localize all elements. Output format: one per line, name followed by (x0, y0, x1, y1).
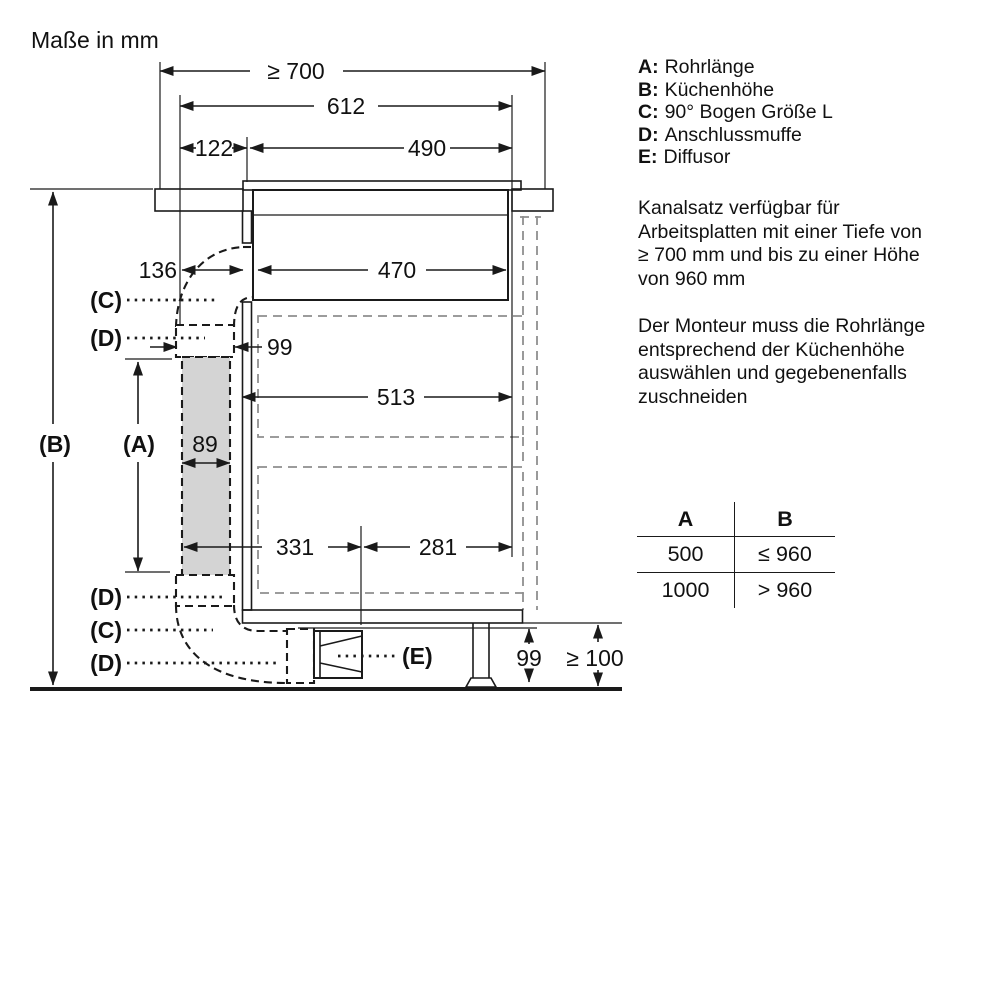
table-header-row (637, 502, 835, 537)
legend-key-d: D: (638, 123, 659, 146)
legend-key-c: C: (638, 101, 659, 123)
dim-513-label: 513 (376, 384, 416, 410)
page-title: Maße in mm (31, 27, 159, 53)
hob-body (253, 190, 508, 300)
note2-line2: entsprechend der Küchenhöhe (638, 338, 905, 361)
callout-a-label: (A) (123, 431, 155, 457)
cabinet-upper-dashed-box (258, 316, 523, 437)
callout-d-mid-label: (D) (90, 584, 122, 610)
dim-490-label: 490 (407, 135, 447, 161)
dim-depth-label: ≥ 700 (267, 58, 325, 84)
legend-key-a: A: (638, 56, 659, 78)
dimension-lines (39, 58, 624, 686)
callout-c-top-label: (C) (90, 287, 122, 313)
legend (638, 56, 833, 169)
cabinet-panel-lower (243, 302, 252, 610)
legend-item-c (638, 101, 833, 124)
legend-item-e (638, 146, 833, 169)
legend-item-b (638, 79, 833, 102)
bottom-bend-outer-curve (176, 605, 287, 683)
table-header-b: B (735, 502, 836, 537)
note1-line2: Arbeitsplatten mit einer Tiefe von (638, 220, 922, 243)
legend-key-e: E: (638, 146, 658, 168)
cabinet-panel-upper (243, 211, 252, 243)
table-cell-a1: 500 (637, 537, 735, 573)
legend-label-a: Rohrlänge (664, 56, 755, 78)
cabinet-lower-dashed-box (258, 467, 523, 593)
worktop-right-section (512, 189, 553, 211)
callout-e-label: (E) (402, 643, 433, 669)
dim-612-label: 612 (326, 93, 366, 119)
worktop-left-section (155, 189, 243, 211)
connector-sleeve-bottom (176, 575, 234, 606)
dim-331-label: 331 (275, 534, 315, 560)
dim-281-label: 281 (418, 534, 458, 560)
cabinet-bottom-panel (243, 610, 523, 623)
connector-sleeve-top (176, 325, 234, 357)
legend-label-c: 90° Bogen Größe L (664, 101, 833, 123)
pipe-length-table (637, 502, 835, 608)
duct-pipe (182, 357, 230, 575)
cabinet-leg (473, 623, 489, 678)
legend-key-b: B: (638, 78, 659, 101)
diffusor (314, 631, 362, 678)
note1-line4: von 960 mm (638, 267, 746, 290)
table-row-2 (637, 573, 835, 609)
table-cell-b2: > 960 (757, 578, 813, 602)
furniture-structure (30, 181, 622, 689)
dim-136-label: 136 (138, 257, 177, 283)
dim-89-label: 89 (192, 431, 218, 457)
legend-item-a (638, 56, 833, 79)
callout-d-top-label: (D) (90, 325, 122, 351)
table-row-1 (637, 537, 835, 573)
table-header-a: A (637, 502, 735, 537)
dim-99-top-label: 99 (267, 334, 293, 360)
top-bend-outer-curve (176, 247, 243, 327)
note2-line3: auswählen und gegebenenfalls (638, 362, 907, 385)
duct-run (176, 247, 314, 683)
note1-line3: ≥ 700 mm und bis zu einer Höhe (638, 244, 920, 267)
dim-470-label: 470 (377, 257, 417, 283)
legend-label-e: Diffusor (663, 146, 731, 168)
callout-c-bottom-label: (C) (90, 617, 122, 643)
note1-line1: Kanalsatz verfügbar für (638, 197, 840, 219)
legend-label-d: Anschlussmuffe (664, 123, 802, 146)
table-cell-a2: 1000 (637, 573, 735, 609)
dim-122-label: 122 (194, 135, 234, 161)
callout-b-label: (B) (39, 431, 71, 457)
callout-leaders (90, 287, 433, 676)
note-worktop-compatibility (638, 197, 922, 291)
dim-100-label: ≥ 100 (566, 645, 624, 671)
table-cell-b1: ≤ 960 (735, 537, 836, 573)
hob-top-plate (243, 181, 521, 190)
connector-sleeve-horizontal (287, 629, 314, 683)
cabinet-leg-foot (466, 678, 496, 687)
dim-99-bottom-label: 99 (516, 645, 542, 671)
note2-line4: zuschneiden (638, 385, 748, 408)
legend-label-b: Küchenhöhe (664, 78, 775, 101)
callout-d-bottom-label: (D) (90, 650, 122, 676)
note-installer-instruction (638, 315, 925, 409)
legend-item-d (638, 124, 833, 147)
note2-line1: Der Monteur muss die Rohrlänge (638, 315, 926, 337)
